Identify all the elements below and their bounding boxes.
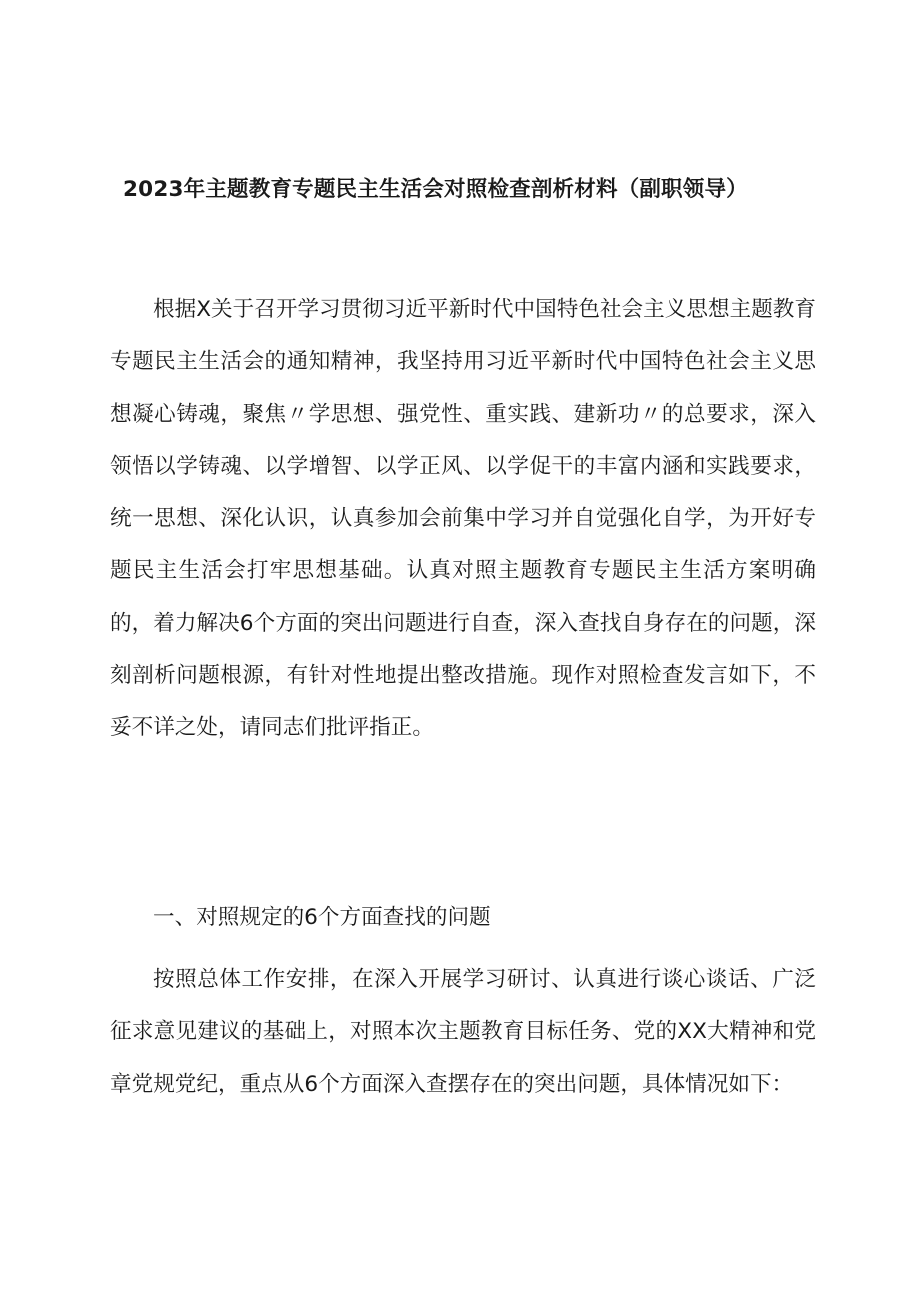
section-one-paragraph: 按照总体工作安排，在深入开展学习研讨、认真进行谈心谈话、广泛征求意见建议的基础上，对照本次主题教育目标任务、党的XX大精神和党章党规党纪，重点从6个方面深入查摆存在的突出问题，具体情况如下： [110,967,816,1097]
section-one-heading: 一、对照规定的6个方面查找的问题 [153,905,491,930]
document-title: 2023年主题教育专题民主生活会对照检查剖析材料（副职领导） [123,177,748,202]
intro-paragraph: 根据X关于召开学习贯彻习近平新时代中国特色社会主义思想主题教育专题民主生活会的通知精神，我坚持用习近平新时代中国特色社会主义思想凝心铸魂，聚焦〃学思想、强党性、重实践、建新功〃的总要求，深入领悟以学铸魂、以学增智、以学正风、以学促干的丰富内涵和实践要求，统一思想、深化认识，认真参加会前集中学习并自觉强化自学，为开好专题民主生活会打牢思想基础。认真对照主题教育专题民主生活方案明确的，着力解决6个方面的突出问题进行自查，深入查找自身存在的问题，深刻剖析问题根源，有针对性地提出整改措施。现作对照检查发言如下，不妥不详之处，请同志们批评指正。 [110,297,816,741]
